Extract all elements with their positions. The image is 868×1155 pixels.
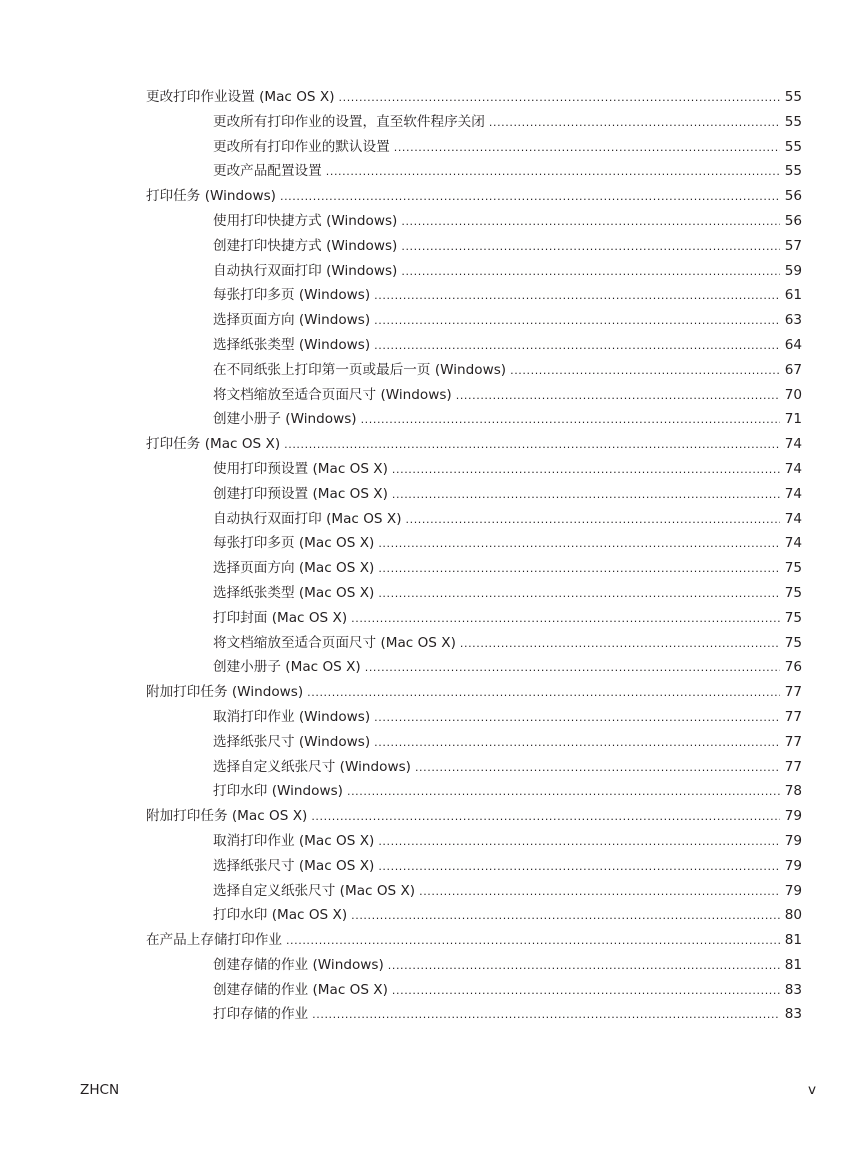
toc-entry-page-number: 77 <box>784 758 802 775</box>
toc-dot-leader <box>510 364 780 377</box>
toc-entry-title: 附加打印任务 (Mac OS X) <box>146 808 308 825</box>
toc-section-entry[interactable] <box>146 432 802 457</box>
toc-dot-leader <box>378 835 780 848</box>
toc-entry-title: 选择纸张类型 (Windows) <box>213 336 371 353</box>
toc-dot-leader <box>284 438 780 451</box>
toc-dot-leader <box>419 885 780 898</box>
toc-entry-page-number: 75 <box>784 560 802 577</box>
toc-entry-page-number: 77 <box>784 684 802 701</box>
toc-entry-page-number: 80 <box>784 907 802 924</box>
toc-entry-page-number: 79 <box>784 808 802 825</box>
toc-entry-page-number: 55 <box>784 138 802 155</box>
toc-entry-page-number: 74 <box>784 510 802 527</box>
toc-entry-title: 打印任务 (Mac OS X) <box>146 436 281 453</box>
toc-subsection-entry[interactable] <box>146 1002 802 1027</box>
toc-dot-leader <box>374 289 780 302</box>
toc-entry-page-number: 75 <box>784 609 802 626</box>
toc-entry-title: 选择纸张尺寸 (Mac OS X) <box>213 857 375 874</box>
toc-subsection-entry[interactable] <box>146 705 802 730</box>
toc-subsection-entry[interactable] <box>146 383 802 408</box>
toc-dot-leader <box>401 240 780 253</box>
toc-subsection-entry[interactable] <box>146 159 802 184</box>
toc-subsection-entry[interactable] <box>146 259 802 284</box>
toc-section-entry[interactable] <box>146 85 802 110</box>
toc-entry-page-number: 74 <box>784 436 802 453</box>
toc-entry-title: 创建打印快捷方式 (Windows) <box>213 237 398 254</box>
toc-dot-leader <box>280 190 780 203</box>
toc-entry-title: 选择纸张尺寸 (Windows) <box>213 733 371 750</box>
footer-language-code: ZHCN <box>80 1082 120 1098</box>
toc-dot-leader <box>312 1008 780 1021</box>
toc-entry-title: 使用打印预设置 (Mac OS X) <box>213 460 388 477</box>
toc-subsection-entry[interactable] <box>146 135 802 160</box>
toc-entry-title: 打印存储的作业 <box>213 1006 309 1023</box>
toc-dot-leader <box>401 215 780 228</box>
toc-subsection-entry[interactable] <box>146 953 802 978</box>
toc-entry-page-number: 76 <box>784 659 802 676</box>
footer-page-number: v <box>807 1082 816 1098</box>
toc-dot-leader <box>378 860 780 873</box>
toc-dot-leader <box>489 116 780 129</box>
toc-dot-leader <box>406 513 781 526</box>
toc-section-entry[interactable] <box>146 804 802 829</box>
toc-entry-page-number: 74 <box>784 460 802 477</box>
toc-entry-title: 在产品上存储打印作业 <box>146 932 282 949</box>
toc-entry-title: 创建打印预设置 (Mac OS X) <box>213 485 388 502</box>
toc-entry-title: 取消打印作业 (Mac OS X) <box>213 832 375 849</box>
toc-subsection-entry[interactable] <box>146 755 802 780</box>
toc-subsection-entry[interactable] <box>146 556 802 581</box>
toc-dot-leader <box>460 637 780 650</box>
toc-entry-page-number: 83 <box>784 981 802 998</box>
toc-subsection-entry[interactable] <box>146 606 802 631</box>
toc-subsection-entry[interactable] <box>146 854 802 879</box>
toc-dot-leader <box>365 661 780 674</box>
toc-entry-title: 创建存储的作业 (Mac OS X) <box>213 981 388 998</box>
toc-entry-page-number: 59 <box>784 262 802 279</box>
toc-entry-page-number: 79 <box>784 882 802 899</box>
toc-dot-leader <box>388 959 780 972</box>
toc-entry-title: 打印任务 (Windows) <box>146 188 276 205</box>
toc-entry-page-number: 78 <box>784 783 802 800</box>
toc-entry-title: 选择页面方向 (Mac OS X) <box>213 560 375 577</box>
table-of-contents <box>146 85 802 1027</box>
toc-dot-leader <box>456 389 780 402</box>
toc-entry-page-number: 81 <box>784 956 802 973</box>
toc-subsection-entry[interactable] <box>146 829 802 854</box>
toc-subsection-entry[interactable] <box>146 978 802 1003</box>
toc-entry-title: 自动执行双面打印 (Windows) <box>213 262 398 279</box>
toc-dot-leader <box>392 984 780 997</box>
toc-dot-leader <box>339 91 781 104</box>
toc-entry-page-number: 56 <box>784 188 802 205</box>
toc-entry-page-number: 79 <box>784 857 802 874</box>
toc-dot-leader <box>392 488 780 501</box>
toc-entry-page-number: 67 <box>784 361 802 378</box>
toc-entry-title: 每张打印多页 (Mac OS X) <box>213 535 375 552</box>
toc-entry-title: 更改产品配置设置 <box>213 163 322 180</box>
toc-entry-title: 选择自定义纸张尺寸 (Mac OS X) <box>213 882 416 899</box>
toc-subsection-entry[interactable] <box>146 631 802 656</box>
toc-subsection-entry[interactable] <box>146 507 802 532</box>
toc-subsection-entry[interactable] <box>146 407 802 432</box>
toc-entry-title: 在不同纸张上打印第一页或最后一页 (Windows) <box>213 361 507 378</box>
toc-entry-title: 取消打印作业 (Windows) <box>213 708 371 725</box>
toc-entry-page-number: 55 <box>784 89 802 105</box>
toc-entry-title: 更改打印作业设置 (Mac OS X) <box>146 89 335 105</box>
toc-subsection-entry[interactable] <box>146 531 802 556</box>
toc-entry-page-number: 77 <box>784 708 802 725</box>
toc-entry-page-number: 75 <box>784 584 802 601</box>
toc-subsection-entry[interactable] <box>146 234 802 259</box>
toc-subsection-entry[interactable] <box>146 209 802 234</box>
toc-entry-title: 创建小册子 (Windows) <box>213 411 357 428</box>
toc-entry-page-number: 61 <box>784 287 802 304</box>
toc-entry-page-number: 83 <box>784 1006 802 1023</box>
toc-dot-leader <box>415 761 780 774</box>
toc-dot-leader <box>378 537 780 550</box>
toc-dot-leader <box>392 463 780 476</box>
toc-entry-page-number: 57 <box>784 237 802 254</box>
toc-dot-leader <box>351 612 780 625</box>
toc-dot-leader <box>374 711 780 724</box>
toc-entry-title: 打印水印 (Windows) <box>213 783 343 800</box>
toc-entry-page-number: 70 <box>784 386 802 403</box>
toc-dot-leader <box>361 413 780 426</box>
toc-dot-leader <box>307 686 780 699</box>
toc-entry-title: 创建小册子 (Mac OS X) <box>213 659 361 676</box>
toc-dot-leader <box>347 785 780 798</box>
toc-dot-leader <box>378 587 780 600</box>
toc-entry-page-number: 64 <box>784 336 802 353</box>
toc-entry-title: 选择页面方向 (Windows) <box>213 312 371 329</box>
toc-dot-leader <box>374 314 780 327</box>
toc-entry-page-number: 75 <box>784 634 802 651</box>
toc-entry-page-number: 55 <box>784 163 802 180</box>
toc-dot-leader <box>374 736 780 749</box>
toc-dot-leader <box>311 810 780 823</box>
toc-entry-title: 将文档缩放至适合页面尺寸 (Mac OS X) <box>213 634 456 651</box>
toc-entry-page-number: 81 <box>784 932 802 949</box>
toc-entry-page-number: 55 <box>784 113 802 130</box>
toc-dot-leader <box>394 141 780 154</box>
toc-entry-title: 每张打印多页 (Windows) <box>213 287 371 304</box>
toc-entry-page-number: 77 <box>784 733 802 750</box>
toc-entry-title: 附加打印任务 (Windows) <box>146 684 304 701</box>
toc-entry-page-number: 74 <box>784 535 802 552</box>
toc-subsection-entry[interactable] <box>146 358 802 383</box>
toc-entry-title: 自动执行双面打印 (Mac OS X) <box>213 510 402 527</box>
toc-dot-leader <box>378 562 780 575</box>
toc-entry-title: 打印封面 (Mac OS X) <box>213 609 348 626</box>
toc-section-entry[interactable] <box>146 184 802 209</box>
toc-section-entry[interactable] <box>146 680 802 705</box>
toc-subsection-entry[interactable] <box>146 333 802 358</box>
toc-entry-title: 选择自定义纸张尺寸 (Windows) <box>213 758 411 775</box>
toc-entry-title: 更改所有打印作业的设置，直至软件程序关闭 <box>213 113 485 130</box>
toc-entry-page-number: 79 <box>784 832 802 849</box>
toc-subsection-entry[interactable] <box>146 903 802 928</box>
toc-subsection-entry[interactable] <box>146 879 802 904</box>
toc-entry-page-number: 63 <box>784 312 802 329</box>
toc-subsection-entry[interactable] <box>146 581 802 606</box>
toc-subsection-entry[interactable] <box>146 283 802 308</box>
toc-section-entry[interactable] <box>146 928 802 953</box>
toc-dot-leader <box>401 265 780 278</box>
toc-subsection-entry[interactable] <box>146 308 802 333</box>
toc-dot-leader <box>286 934 780 947</box>
toc-subsection-entry[interactable] <box>146 482 802 507</box>
toc-entry-title: 创建存储的作业 (Windows) <box>213 956 384 973</box>
toc-dot-leader <box>351 909 780 922</box>
toc-subsection-entry[interactable] <box>146 730 802 755</box>
toc-subsection-entry[interactable] <box>146 779 802 804</box>
toc-subsection-entry[interactable] <box>146 457 802 482</box>
toc-dot-leader <box>374 339 780 352</box>
toc-entry-title: 选择纸张类型 (Mac OS X) <box>213 584 375 601</box>
toc-entry-page-number: 56 <box>784 212 802 229</box>
toc-entry-page-number: 71 <box>784 411 802 428</box>
toc-subsection-entry[interactable] <box>146 655 802 680</box>
toc-entry-page-number: 74 <box>784 485 802 502</box>
toc-entry-title: 使用打印快捷方式 (Windows) <box>213 212 398 229</box>
toc-dot-leader <box>326 165 780 178</box>
toc-entry-title: 将文档缩放至适合页面尺寸 (Windows) <box>213 386 452 403</box>
toc-entry-title: 更改所有打印作业的默认设置 <box>213 138 390 155</box>
toc-entry-title: 打印水印 (Mac OS X) <box>213 907 348 924</box>
toc-subsection-entry[interactable] <box>146 110 802 135</box>
